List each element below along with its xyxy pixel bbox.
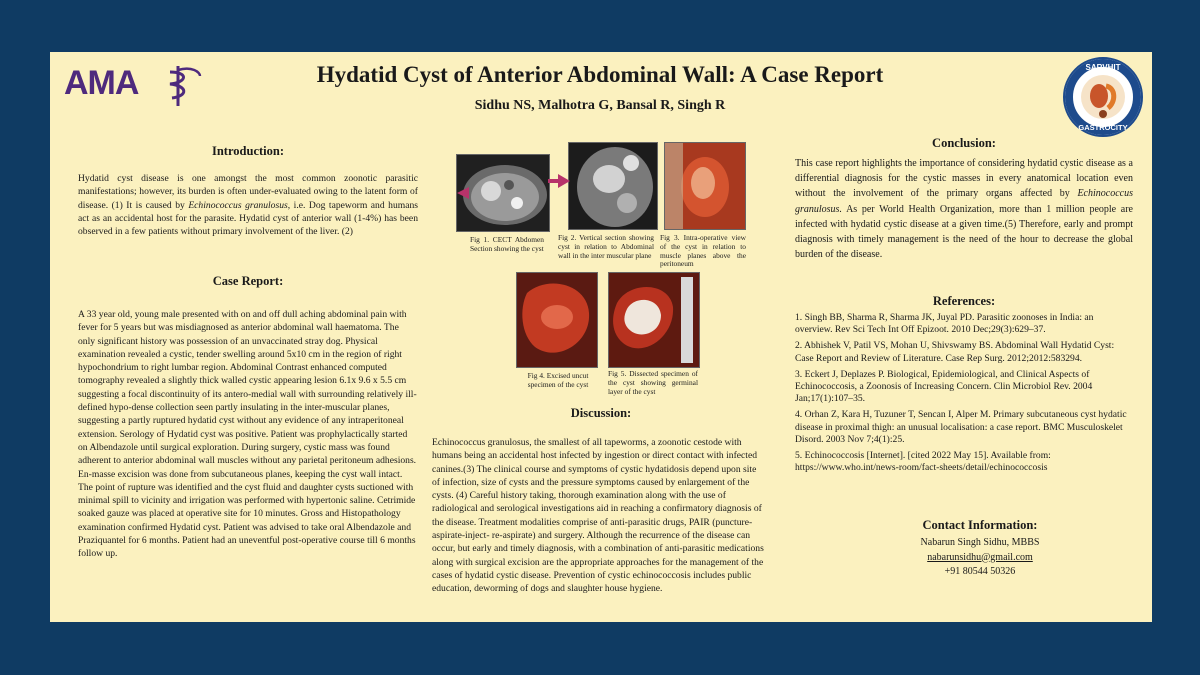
conclusion-heading: Conclusion:: [932, 136, 996, 150]
conclusion-text-part-2: As per World Health Organization, more than 1 million people are infected with hydatid cystic disease at a given time.(5) Therefore, early and prompt diagnosis with timely management is the need of the hour to decrease the global burden of the disease.: [795, 203, 1133, 261]
references-list: [795, 312, 1133, 478]
reference-item: 5. Echinococcosis [Internet]. [cited 2022 May 15]. Available from: https://www.who.int/news-room/fact-sheets/detail/echinococcosis: [795, 450, 1051, 474]
reference-item: 1. Singh BB, Sharma R, Sharma JK, Juyal PD. Parasitic zoonoses in India: an overview. Rev Sci Tech Int Off Epizoot. 2010 Dec;29(3):629–37.: [795, 312, 1094, 336]
figure-3-image: [664, 142, 746, 230]
poster-title: Hydatid Cyst of Anterior Abdominal Wall: A Case Report: [316, 62, 884, 87]
poster: [50, 52, 1152, 622]
figure-2-image: [568, 142, 658, 230]
figure-5-caption: Fig 5. Dissected specimen of the cyst showing germinal layer of the cyst: [608, 369, 698, 396]
introduction-heading: Introduction:: [211, 144, 284, 158]
ct-axial-image: [457, 155, 549, 231]
figure-4-image: [516, 272, 598, 368]
figure-5-image: [608, 272, 700, 368]
figure-3-caption: Fig 3. Intra-operative view of the cyst in relation to muscle planes above the peritoneum: [660, 233, 746, 269]
conclusion-text: [795, 156, 1133, 262]
sarvhit-gastrocity-logo: [1062, 56, 1144, 138]
ama-logo: [64, 60, 204, 110]
discussion-heading: Discussion:: [570, 406, 632, 420]
conclusion-text-part-1: This case report highlights the importance of considering hydatid cystic disease as a differential diagnosis for the cystic masses in every anatomical location even without the involvement of the primary organs affected by: [795, 158, 1133, 200]
introduction-text-italic: Echinococcus granulosus: [188, 199, 288, 211]
conclusion-text-italic: Echinococcus granulosus.: [795, 188, 1133, 215]
discussion-text: Echinococcus granulosus, the smallest of all tapeworms, a zoonotic cestode with humans being an accidental host infected by ingestion or direct contact with infected canines.(3) The clinical course and symptoms of cystic hydatidosis depend upon site of infection, size of cysts and the pressure symptoms caused by enlargement of the cysts. (4) Careful history taking, thorough examination along with the use of radiological and serological investigations aid in reaching a confirmatory diagnosis of the disease. Treatment modalities comprise of anti-parasitic drugs, PAIR (puncture-aspirate-inject- re-aspirate) and surgery. Although the recurrence of the disease can occur, but early and timely diagnosis, with a combination of anti-parasitic medications along with surgical excision are the appropriate approaches for the management of the cases of hydatid cystic disease. Prevention of cystic echinococcosis includes public education, deworming of dogs and slaughter house hygiene.: [432, 437, 764, 595]
contact-heading: Contact Information:: [922, 518, 1038, 532]
excised-specimen-image: [517, 273, 597, 367]
references-heading: References:: [932, 294, 996, 308]
figure-4-caption: Fig 4. Excised uncut specimen of the cyst: [527, 371, 589, 389]
figure-1-image: [456, 154, 550, 232]
figure-1-caption: Fig 1. CECT Abdomen Section showing the cyst: [470, 235, 544, 253]
contact-phone: +91 80544 50326: [944, 566, 1016, 577]
figure-2-arrow-icon: [548, 172, 570, 190]
caduceus-icon: [164, 64, 204, 108]
poster-authors: Sidhu NS, Malhotra G, Bansal R, Singh R: [474, 98, 726, 113]
contact-info: [880, 536, 1080, 580]
case-report-text: A 33 year old, young male presented with on and off dull aching abdominal pain with fever for 5 years but was misdiagnosed as anterior abdominal wall haematoma. The only significant history was possession of an unvaccinated stray dog. Physical examination revealed a cystic, tender swelling around 5x10 cm in the region of right hypochondrium to right lumbar region. Abdominal Contrast enhanced computed tomography revealed a slightly thick walled cystic appearing lesion 6.1x 9.6 x 5.5 cm suggesting a focal discontinuity of its antero-medial wall with surrounding relatively ill- defined hypo-dense collection seen partly insulating in the inter-muscular planes, suggesting a partly ruptured hydatid cyst without any evidence of any intraperitoneal extension. Serology of Hydatid cyst was positive. Patient was prophylactically started on Albendazole until surgical exploration. During surgery, cystic mass was found adherent to anterior abdominal wall muscles without any parietal peritoneum adhesions. En-masse excision was done from subcutaneous planes, keeping the cyst wall intact. The point of rupture was identified and the cyst fluid and daughter cysts suctioned with minimal spill to vicinity and irrigation was performed with hypertonic saline. Cetrimide soaked gauze was placed at operative site for 10 minutes. Gross and Histopathology examination confirmed Hydatid cyst. Patient was advised to take oral Albendazole and Praziquantel for 6 months. Patient had an uneventful post-operative course till 6 months follow up.: [78, 309, 417, 560]
intraoperative-image: [665, 143, 745, 229]
introduction-text-part-1: Hydatid cyst disease is one amongst the most common zoonotic parasitic manifestations; however, its burden is often under-evaluated owing to the latent form of disease. (1) It is caused by: [78, 173, 418, 211]
reference-item: 4. Orhan Z, Kara H, Tuzuner T, Sencan I, Alper M. Primary subcutaneous cyst hydatic disease in proximal thigh: an unusual localisation: a case report. BMC Musculoskelet Disord. 2003 Nov 7;4(1):25.: [795, 409, 1127, 445]
dissected-specimen-image: [609, 273, 699, 367]
logo-text-top: SARVHIT: [1085, 63, 1121, 72]
case-report-heading: Case Report:: [212, 274, 284, 288]
ct-coronal-image: [569, 143, 657, 229]
contact-email-link[interactable]: nabarunsidhu@gmail.com: [927, 551, 1033, 563]
contact-name: Nabarun Singh Sidhu, MBBS: [920, 537, 1040, 548]
logo-text-bottom: GASTROCITY: [1078, 123, 1128, 132]
reference-item: 2. Abhishek V, Patil VS, Mohan U, Shivswamy BS. Abdominal Wall Hydatid Cyst: Case Report and Review of Literature. Case Rep Surg. 2012;2012:583294.: [795, 340, 1115, 364]
reference-item: 3. Eckert J, Deplazes P. Biological, Epidemiological, and Clinical Aspects of Echinococcosis, a Zoonosis of Increasing Concern. Clin Microbiol Rev. 2004 Jan;17(1):107–35.: [795, 368, 1093, 405]
introduction-text: [78, 172, 418, 238]
figure-2-caption: Fig 2. Vertical section showing cyst in relation to Abdominal wall in the inter muscular plane: [558, 233, 654, 260]
ama-logo-text: AMA: [64, 64, 139, 102]
introduction-text-part-2: , i.e. Dog tapeworm and humans act as an accidental host for the parasite. Hydatid cyst of anterior wall (1-4%) has been observed in a few patients without primary involvement of the liver. (2): [78, 199, 418, 238]
